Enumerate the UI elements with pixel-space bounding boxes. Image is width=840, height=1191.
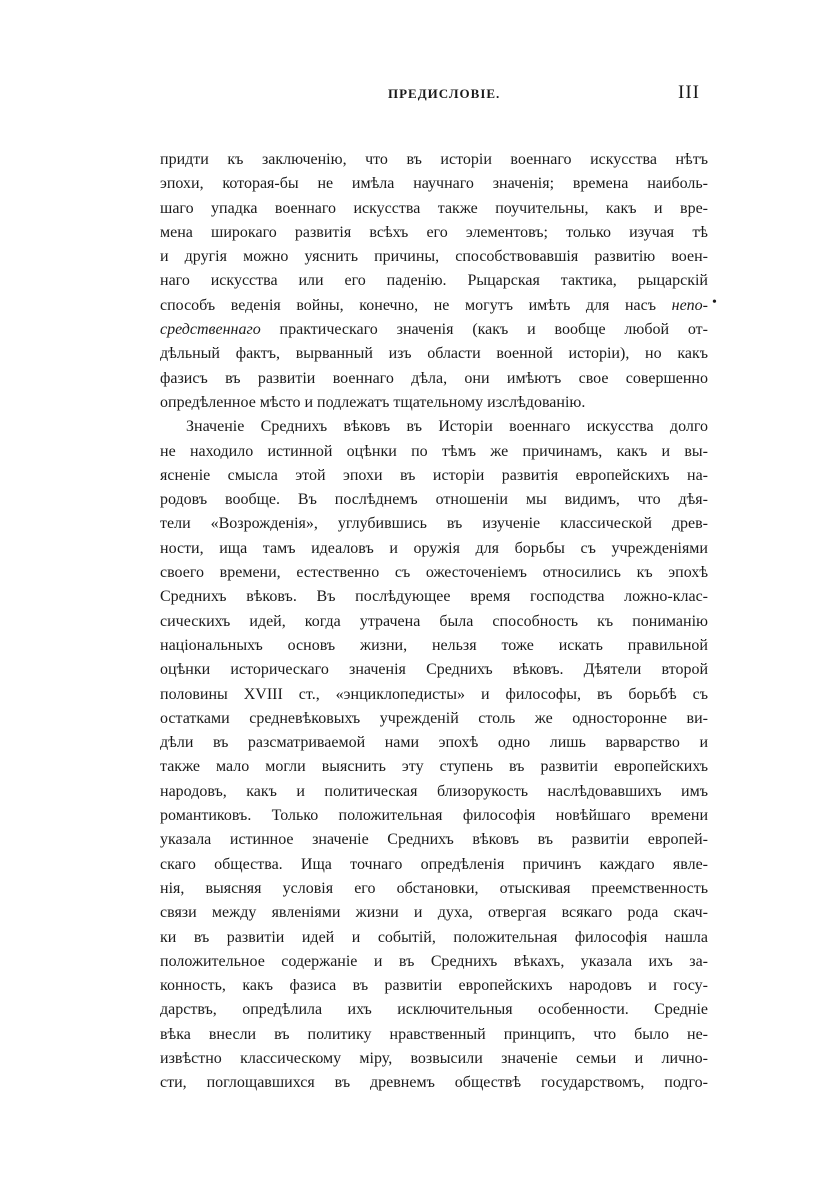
text-line [160, 1071, 708, 1095]
line-text: наго искусства или его паденію. Рыцарская тактика, рыцарскій [160, 272, 708, 290]
line-text: способъ веденія войны, конечно, не могутъ имѣть для насъ [160, 296, 672, 314]
page-number: III [678, 82, 700, 103]
line-text: ясненіе смысла этой эпохи въ исторіи развитія европейскихъ на- [160, 466, 708, 484]
text-line [160, 391, 708, 415]
italic-text: средственнаго [160, 321, 261, 339]
text-line [160, 512, 708, 536]
page-header [160, 82, 700, 106]
line-text: ки въ развитіи идей и событій, положительная философія нашла [160, 928, 708, 946]
line-text: не находило истинной оцѣнки по тѣмъ же причинамъ, какъ и вы- [160, 442, 708, 460]
line-text: дѣли въ разсматриваемой нами эпохѣ одно лишь варварство и [160, 734, 708, 752]
line-text: связи между явленіями жизни и духа, отвергая всякаго рода скач- [160, 904, 708, 922]
line-text: остатками средневѣковыхъ учрежденій столь же односторонне ви- [160, 709, 708, 727]
text-line [160, 585, 708, 609]
text-line [160, 755, 708, 779]
line-text: также мало могли выяснить эту ступень въ развитіи европейскихъ [160, 758, 708, 776]
text-line [160, 658, 708, 682]
text-line [160, 1047, 708, 1071]
line-text: извѣстно классическому міру, возвысили значеніе семьи и лично- [160, 1049, 708, 1067]
text-line [160, 245, 708, 269]
text-line [160, 998, 708, 1022]
line-text: шаго упадка военнаго искусства также поучительны, какъ и вре- [160, 199, 708, 217]
text-line [160, 610, 708, 634]
text-line [160, 707, 708, 731]
running-title: ПРЕДИСЛОВІЕ. [388, 86, 501, 101]
line-text: половины XVIII ст., «энциклопедисты» и философы, въ борьбѣ съ [160, 685, 708, 703]
text-line [160, 634, 708, 658]
text-line [160, 974, 708, 998]
line-text: дѣльный фактъ, вырванный изъ области военной исторіи), но какъ [160, 345, 708, 363]
line-text: придти къ заключенію, что въ исторіи военнаго искусства нѣтъ [160, 151, 708, 168]
text-line [160, 877, 708, 901]
line-text: дарствъ, опредѣлила ихъ исключительныя особенности. Средніе [160, 1001, 708, 1019]
line-text: тели «Возрожденія», углубившись въ изученіе классической древ- [160, 515, 708, 533]
text-line [160, 804, 708, 828]
text-line [160, 440, 708, 464]
line-text: опредѣленное мѣсто и подлежатъ тщательному изслѣдованію. [160, 393, 586, 411]
text-line [160, 172, 708, 196]
text-line [160, 901, 708, 925]
text-line [160, 926, 708, 950]
text-line [160, 537, 708, 561]
line-text: вѣка внесли въ политику нравственный принципъ, что было не- [160, 1025, 708, 1043]
line-text: Среднихъ вѣковъ. Въ послѣдующее время господства ложно-клас- [160, 588, 708, 606]
italic-text: непо- [671, 296, 708, 314]
line-text: народовъ, какъ и политическая близорукость наслѣдовавшихъ имъ [160, 782, 708, 800]
text-line [160, 221, 708, 245]
text-line [160, 269, 708, 293]
text-line [160, 683, 708, 707]
line-text: скаго общества. Ища точнаго опредѣленія причинъ каждаго явле- [160, 855, 708, 873]
line-text: ности, ища тамъ идеаловъ и оружія для борьбы съ учрежденіями [160, 539, 708, 557]
line-text: родовъ вообще. Въ послѣднемъ отношеніи мы видимъ, что дѣя- [160, 491, 708, 509]
marginal-mark: • [712, 295, 717, 310]
text-line [160, 367, 708, 391]
line-text: практическаго значенія (какъ и вообще любой от- [260, 321, 708, 339]
text-line [160, 853, 708, 877]
text-line [160, 780, 708, 804]
line-text: нія, выясняя условія его обстановки, отыскивая преемственность [160, 879, 708, 897]
line-text: положительное содержаніе и въ Среднихъ вѣкахъ, указала ихъ за- [160, 952, 708, 970]
line-text: Значеніе Среднихъ вѣковъ въ Исторіи военнаго искусства долго [186, 418, 708, 436]
text-line [160, 488, 708, 512]
line-text: указала истинное значеніе Среднихъ вѣковъ въ развитіи европей- [160, 831, 708, 849]
line-text: фазисъ въ развитіи военнаго дѣла, они имѣютъ свое совершенно [160, 369, 708, 387]
line-text: сическихъ идей, когда утрачена была способность къ пониманію [160, 612, 708, 630]
text-line [160, 148, 708, 172]
text-line [160, 294, 708, 318]
text-line [160, 197, 708, 221]
line-text: оцѣнки историческаго значенія Среднихъ вѣковъ. Дѣятели второй [160, 661, 708, 679]
line-text: національныхъ основъ жизни, нельзя тоже искать правильной [160, 636, 708, 654]
line-text: своего времени, естественно съ ожесточеніемъ относились къ эпохѣ [160, 564, 708, 582]
text-line [160, 464, 708, 488]
text-line [160, 415, 708, 439]
text-line [160, 342, 708, 366]
line-text: мена широкаго развитія всѣхъ его элементовъ; только изучая тѣ [160, 223, 708, 241]
text-line [160, 1023, 708, 1047]
text-line [160, 561, 708, 585]
line-text: сти, поглощавшихся въ древнемъ обществѣ государствомъ, подго- [160, 1074, 708, 1092]
text-line [160, 828, 708, 852]
line-text: конность, какъ фазиса въ развитіи европейскихъ народовъ и госу- [160, 977, 708, 995]
line-text: и другія можно уяснить причины, способствовавшія развитію воен- [160, 248, 708, 266]
line-text: романтиковъ. Только положительная философія новѣйшаго времени [160, 807, 708, 825]
line-text: эпохи, которая-бы не имѣла научнаго значенія; времена наиболь- [160, 175, 708, 193]
text-line [160, 318, 708, 342]
body-text [160, 148, 708, 1096]
text-line [160, 731, 708, 755]
text-line [160, 950, 708, 974]
